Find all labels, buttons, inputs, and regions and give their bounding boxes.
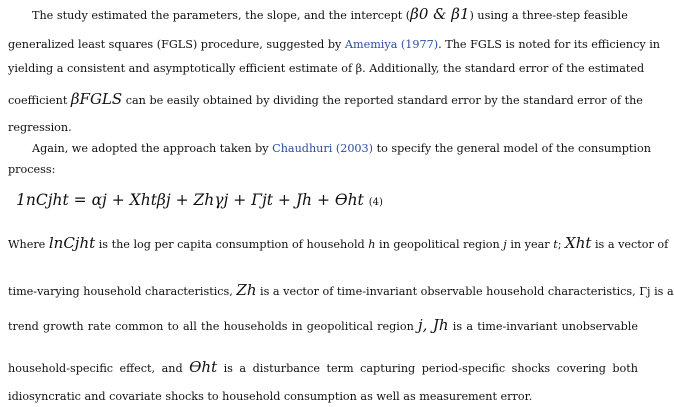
- text-line: time-varying household characteristics, Zh is a vector of time-invariant observable household characteristics, Γj is a: [8, 281, 674, 299]
- citation-link[interactable]: Amemiya (1977): [344, 38, 439, 51]
- text-line: regression.: [8, 121, 72, 134]
- equation-number: (4): [368, 197, 383, 208]
- text-line: trend growth rate common to all the households in geopolitical region j, Jh is a time-invariant unobservable: [8, 316, 638, 334]
- text-line: Where lnCjht is the log per capita consumption of household h in geopolitical region j in year t; Xht is a vector of: [8, 234, 669, 252]
- equation-body: 1nCjht = αj + Xhtβj + Zhγj + Γjt + Jh + ϴht: [16, 191, 364, 209]
- text-line: Again, we adopted the approach taken by Chaudhuri (2003) to specify the general model of the consumption: [32, 142, 651, 155]
- text-line: idiosyncratic and covariate shocks to household consumption as well as measurement error.: [8, 390, 533, 403]
- math-inline: βFGLS: [70, 90, 123, 108]
- text-line: The study estimated the parameters, the slope, and the intercept (β0 & β1) using a three-step feasible: [32, 5, 628, 23]
- text-line: yielding a consistent and asymptotically efficient estimate of β. Additionally, the standard error of the estimated: [8, 62, 645, 75]
- citation-link[interactable]: Chaudhuri (2003): [272, 142, 374, 155]
- equation-4: [16, 191, 383, 209]
- text-line: process:: [8, 163, 56, 176]
- text-line: generalized least squares (FGLS) procedure, suggested by Amemiya (1977). The FGLS is noted for its efficiency in: [8, 38, 660, 51]
- math-inline: β0 & β1: [410, 5, 470, 23]
- text-line: household-specific effect, and ϴht is a disturbance term capturing period-specific shocks covering both: [8, 358, 638, 376]
- text-line: coefficient βFGLS can be easily obtained by dividing the reported standard error by the standard error of the: [8, 90, 643, 108]
